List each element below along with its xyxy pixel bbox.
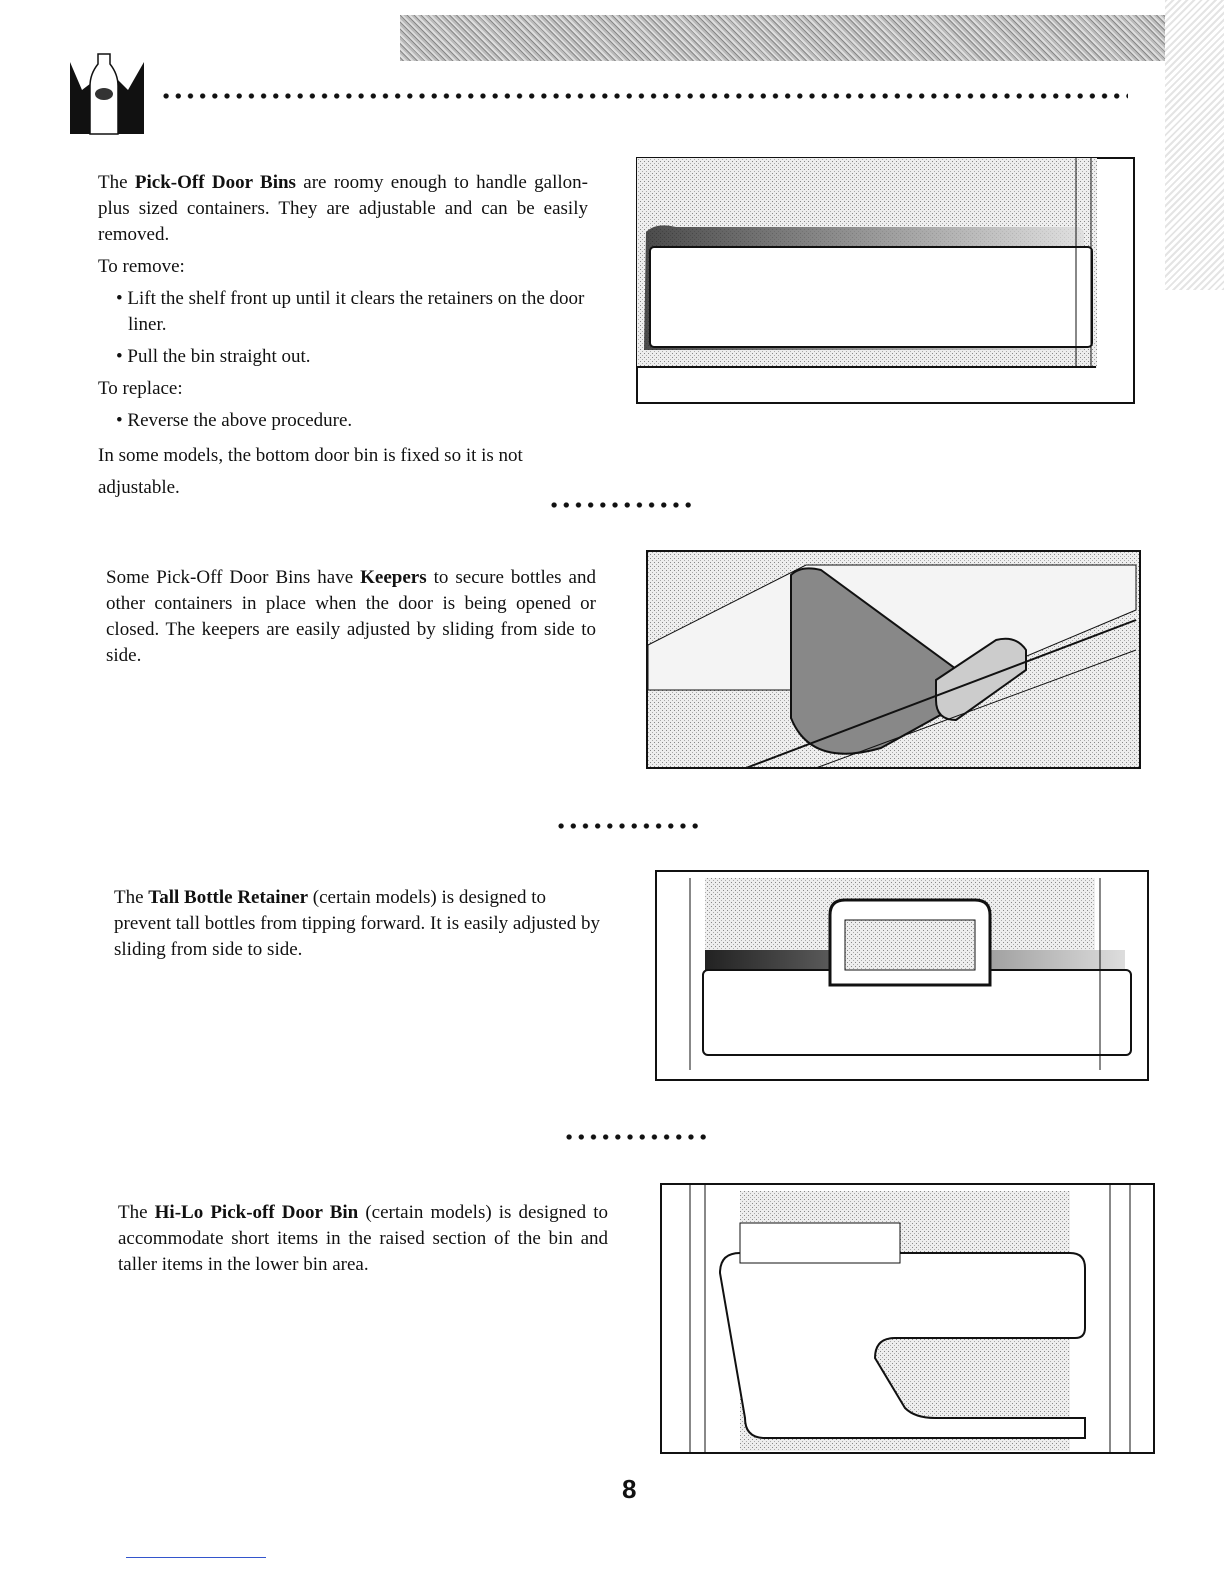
term-tall-bottle-retainer: Tall Bottle Retainer [148,887,309,908]
note: In some models, the bottom door bin is fixed so it is not adjustable. [98,445,523,498]
section-hi-lo-bin: The Hi-Lo Pick-off Door Bin (certain models) is designed to accommodate short items in the raised section of the bin and taller items in the lower bin area. [118,1202,608,1275]
section-divider [563,1133,711,1141]
replace-heading: To replace: [98,378,183,399]
remove-step: • Lift the shelf front up until it clears the retainers on the door liner. [116,288,585,335]
section-tall-bottle-retainer: The Tall Bottle Retainer (certain models) is designed to prevent tall bottles from tipping forward. It is easily adjusted by sliding from side to side. [114,887,600,960]
hi-lo-bin-illustration [660,1183,1156,1455]
replace-step: • Reverse the above procedure. [116,410,353,431]
section-divider [555,822,703,830]
term-pick-off-door-bins: Pick-Off Door Bins [134,172,296,193]
remove-step: • Pull the bin straight out. [116,346,311,367]
tall-bottle-retainer-illustration [655,870,1150,1082]
door-bin-illustration [636,157,1136,405]
term-keepers: Keepers [360,567,427,588]
section-divider [548,501,696,509]
section-keepers: Some Pick-Off Door Bins have Keepers to secure bottles and other containers in place when the door is being opened or closed. The keepers are easily adjusted by sliding from side to side. [106,567,596,666]
term-hi-lo-pick-off-door-bin: Hi-Lo Pick-off Door Bin [154,1202,359,1223]
scan-shading [1165,0,1224,290]
remove-heading: To remove: [98,256,185,277]
section-pick-off-bins: The Pick-Off Door Bins are roomy enough to handle gallon-plus sized containers. They are adjustable and can be easily removed. To remove: • Lift the shelf front up until it clears the retainers on the door liner. • Pull the bin straight out. To replace: • Reverse the above procedure. In some models, the bottom door bin is fixed so it is not adjustable. [98,170,588,510]
milk-bottle-icon [68,50,148,140]
header-banner [400,15,1165,61]
footer-rule [126,1557,266,1558]
keepers-illustration [646,550,1142,770]
page-number: 8 [622,1474,637,1504]
header-dot-rule [160,92,1128,100]
